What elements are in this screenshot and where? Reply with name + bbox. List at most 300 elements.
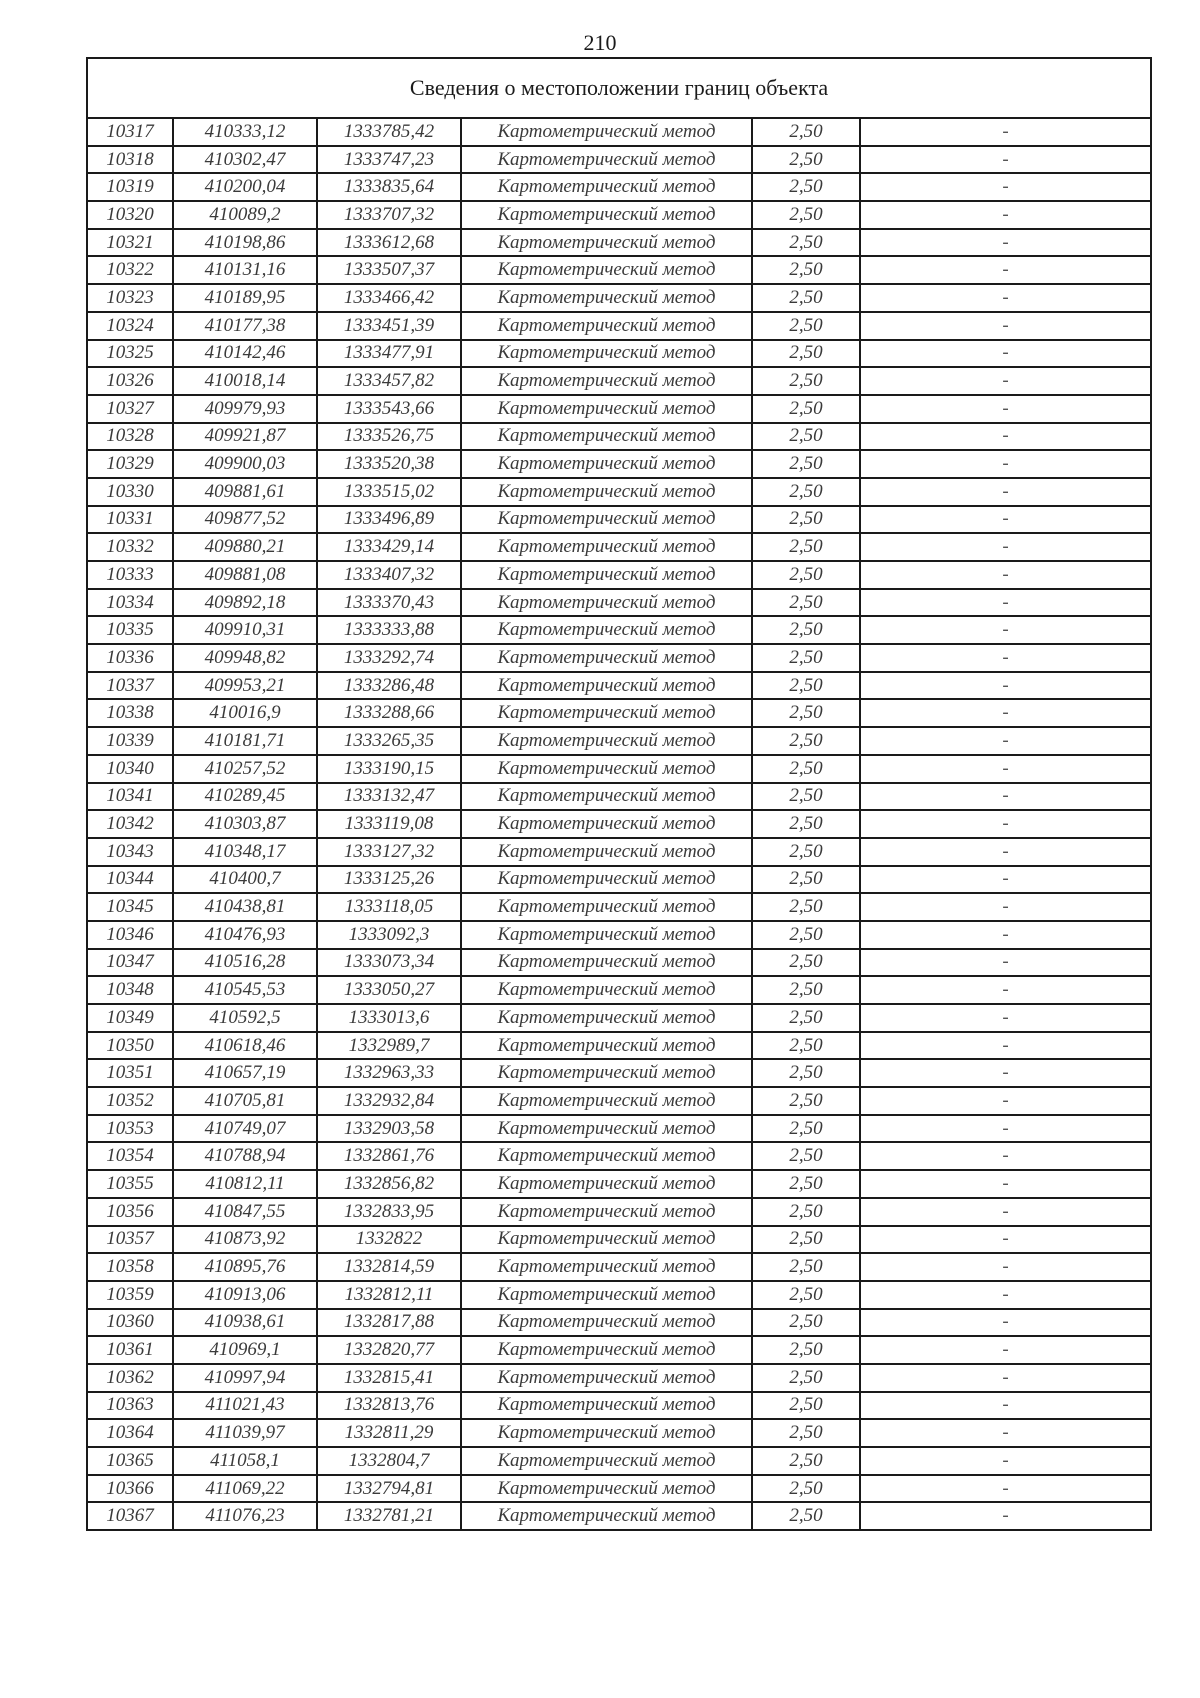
accuracy-cell: 2,50: [752, 949, 860, 977]
accuracy-cell: 2,50: [752, 783, 860, 811]
description-cell: -: [860, 1475, 1151, 1503]
method-cell: Картометрический метод: [461, 395, 752, 423]
y-coordinate-cell: 1333457,82: [317, 367, 461, 395]
x-coordinate-cell: 410189,95: [173, 284, 317, 312]
description-cell: -: [860, 921, 1151, 949]
description-cell: -: [860, 533, 1151, 561]
point-number-cell: 10359: [87, 1281, 173, 1309]
y-coordinate-cell: 1333132,47: [317, 783, 461, 811]
description-cell: -: [860, 478, 1151, 506]
accuracy-cell: 2,50: [752, 1115, 860, 1143]
method-cell: Картометрический метод: [461, 173, 752, 201]
description-cell: -: [860, 229, 1151, 257]
table-row: [87, 1142, 1151, 1170]
point-number-cell: 10351: [87, 1059, 173, 1087]
point-number-cell: 10320: [87, 201, 173, 229]
table-row: [87, 395, 1151, 423]
method-cell: Картометрический метод: [461, 423, 752, 451]
y-coordinate-cell: 1333707,32: [317, 201, 461, 229]
accuracy-cell: 2,50: [752, 838, 860, 866]
x-coordinate-cell: 409948,82: [173, 644, 317, 672]
description-cell: -: [860, 1309, 1151, 1337]
accuracy-cell: 2,50: [752, 1142, 860, 1170]
x-coordinate-cell: 410847,55: [173, 1198, 317, 1226]
y-coordinate-cell: 1332811,29: [317, 1419, 461, 1447]
description-cell: -: [860, 256, 1151, 284]
x-coordinate-cell: 409892,18: [173, 589, 317, 617]
y-coordinate-cell: 1333125,26: [317, 866, 461, 894]
point-number-cell: 10353: [87, 1115, 173, 1143]
x-coordinate-cell: 409979,93: [173, 395, 317, 423]
method-cell: Картометрический метод: [461, 312, 752, 340]
description-cell: -: [860, 1198, 1151, 1226]
method-cell: Картометрический метод: [461, 755, 752, 783]
point-number-cell: 10362: [87, 1364, 173, 1392]
x-coordinate-cell: 410348,17: [173, 838, 317, 866]
x-coordinate-cell: 410333,12: [173, 118, 317, 146]
method-cell: Картометрический метод: [461, 1087, 752, 1115]
method-cell: Картометрический метод: [461, 589, 752, 617]
accuracy-cell: 2,50: [752, 1004, 860, 1032]
x-coordinate-cell: 410749,07: [173, 1115, 317, 1143]
description-cell: -: [860, 146, 1151, 174]
table-row: [87, 1170, 1151, 1198]
x-coordinate-cell: 410289,45: [173, 783, 317, 811]
accuracy-cell: 2,50: [752, 810, 860, 838]
table-row: [87, 1392, 1151, 1420]
accuracy-cell: 2,50: [752, 450, 860, 478]
description-cell: -: [860, 340, 1151, 368]
table-row: [87, 1032, 1151, 1060]
x-coordinate-cell: 410969,1: [173, 1336, 317, 1364]
description-cell: -: [860, 866, 1151, 894]
method-cell: Картометрический метод: [461, 284, 752, 312]
point-number-cell: 10342: [87, 810, 173, 838]
x-coordinate-cell: 410016,9: [173, 699, 317, 727]
accuracy-cell: 2,50: [752, 1198, 860, 1226]
point-number-cell: 10364: [87, 1419, 173, 1447]
table-row: [87, 478, 1151, 506]
accuracy-cell: 2,50: [752, 589, 860, 617]
accuracy-cell: 2,50: [752, 616, 860, 644]
point-number-cell: 10361: [87, 1336, 173, 1364]
y-coordinate-cell: 1333515,02: [317, 478, 461, 506]
point-number-cell: 10366: [87, 1475, 173, 1503]
x-coordinate-cell: 410089,2: [173, 201, 317, 229]
accuracy-cell: 2,50: [752, 201, 860, 229]
x-coordinate-cell: 410618,46: [173, 1032, 317, 1060]
accuracy-cell: 2,50: [752, 727, 860, 755]
description-cell: -: [860, 395, 1151, 423]
point-number-cell: 10339: [87, 727, 173, 755]
x-coordinate-cell: 410177,38: [173, 312, 317, 340]
x-coordinate-cell: 411076,23: [173, 1502, 317, 1530]
y-coordinate-cell: 1332963,33: [317, 1059, 461, 1087]
point-number-cell: 10321: [87, 229, 173, 257]
x-coordinate-cell: 409910,31: [173, 616, 317, 644]
table-row: [87, 1253, 1151, 1281]
description-cell: -: [860, 727, 1151, 755]
accuracy-cell: 2,50: [752, 1336, 860, 1364]
description-cell: -: [860, 1032, 1151, 1060]
x-coordinate-cell: 410200,04: [173, 173, 317, 201]
method-cell: Картометрический метод: [461, 1170, 752, 1198]
accuracy-cell: 2,50: [752, 1447, 860, 1475]
table-row: [87, 1059, 1151, 1087]
description-cell: -: [860, 173, 1151, 201]
table-row: [87, 1336, 1151, 1364]
description-cell: -: [860, 1142, 1151, 1170]
table-title: Сведения о местоположении границ объекта: [87, 58, 1151, 118]
table-row: [87, 1419, 1151, 1447]
description-cell: -: [860, 1336, 1151, 1364]
accuracy-cell: 2,50: [752, 1281, 860, 1309]
table-row: [87, 284, 1151, 312]
accuracy-cell: 2,50: [752, 118, 860, 146]
accuracy-cell: 2,50: [752, 1170, 860, 1198]
point-number-cell: 10331: [87, 506, 173, 534]
description-cell: -: [860, 644, 1151, 672]
y-coordinate-cell: 1332932,84: [317, 1087, 461, 1115]
description-cell: -: [860, 838, 1151, 866]
x-coordinate-cell: 409881,08: [173, 561, 317, 589]
y-coordinate-cell: 1332813,76: [317, 1392, 461, 1420]
table-row: [87, 1281, 1151, 1309]
description-cell: -: [860, 1253, 1151, 1281]
y-coordinate-cell: 1333543,66: [317, 395, 461, 423]
x-coordinate-cell: 410545,53: [173, 976, 317, 1004]
point-number-cell: 10365: [87, 1447, 173, 1475]
x-coordinate-cell: 410516,28: [173, 949, 317, 977]
method-cell: Картометрический метод: [461, 783, 752, 811]
description-cell: -: [860, 201, 1151, 229]
description-cell: -: [860, 1447, 1151, 1475]
x-coordinate-cell: 411069,22: [173, 1475, 317, 1503]
point-number-cell: 10322: [87, 256, 173, 284]
table-row: [87, 340, 1151, 368]
point-number-cell: 10330: [87, 478, 173, 506]
accuracy-cell: 2,50: [752, 672, 860, 700]
method-cell: Картометрический метод: [461, 1226, 752, 1254]
accuracy-cell: 2,50: [752, 755, 860, 783]
y-coordinate-cell: 1332804,7: [317, 1447, 461, 1475]
x-coordinate-cell: 410257,52: [173, 755, 317, 783]
description-cell: -: [860, 506, 1151, 534]
method-cell: Картометрический метод: [461, 367, 752, 395]
point-number-cell: 10354: [87, 1142, 173, 1170]
table-row: [87, 423, 1151, 451]
method-cell: Картометрический метод: [461, 478, 752, 506]
y-coordinate-cell: 1333785,42: [317, 118, 461, 146]
table-row: [87, 699, 1151, 727]
table-row: [87, 1198, 1151, 1226]
accuracy-cell: 2,50: [752, 1032, 860, 1060]
point-number-cell: 10327: [87, 395, 173, 423]
accuracy-cell: 2,50: [752, 1502, 860, 1530]
point-number-cell: 10345: [87, 893, 173, 921]
method-cell: Картометрический метод: [461, 1032, 752, 1060]
table-row: [87, 118, 1151, 146]
x-coordinate-cell: 409921,87: [173, 423, 317, 451]
x-coordinate-cell: 410303,87: [173, 810, 317, 838]
point-number-cell: 10344: [87, 866, 173, 894]
method-cell: Картометрический метод: [461, 1281, 752, 1309]
accuracy-cell: 2,50: [752, 1392, 860, 1420]
y-coordinate-cell: 1333520,38: [317, 450, 461, 478]
y-coordinate-cell: 1333466,42: [317, 284, 461, 312]
y-coordinate-cell: 1333496,89: [317, 506, 461, 534]
x-coordinate-cell: 411039,97: [173, 1419, 317, 1447]
accuracy-cell: 2,50: [752, 699, 860, 727]
y-coordinate-cell: 1333286,48: [317, 672, 461, 700]
description-cell: -: [860, 1226, 1151, 1254]
y-coordinate-cell: 1333265,35: [317, 727, 461, 755]
x-coordinate-cell: 410181,71: [173, 727, 317, 755]
y-coordinate-cell: 1333118,05: [317, 893, 461, 921]
y-coordinate-cell: 1333451,39: [317, 312, 461, 340]
accuracy-cell: 2,50: [752, 1419, 860, 1447]
y-coordinate-cell: 1333370,43: [317, 589, 461, 617]
description-cell: -: [860, 1115, 1151, 1143]
y-coordinate-cell: 1333507,37: [317, 256, 461, 284]
method-cell: Картометрический метод: [461, 838, 752, 866]
x-coordinate-cell: 410302,47: [173, 146, 317, 174]
accuracy-cell: 2,50: [752, 229, 860, 257]
table-row: [87, 229, 1151, 257]
point-number-cell: 10317: [87, 118, 173, 146]
point-number-cell: 10350: [87, 1032, 173, 1060]
method-cell: Картометрический метод: [461, 118, 752, 146]
method-cell: Картометрический метод: [461, 866, 752, 894]
method-cell: Картометрический метод: [461, 672, 752, 700]
description-cell: -: [860, 810, 1151, 838]
description-cell: -: [860, 1059, 1151, 1087]
table-row: [87, 976, 1151, 1004]
table-row: [87, 949, 1151, 977]
method-cell: Картометрический метод: [461, 533, 752, 561]
method-cell: Картометрический метод: [461, 616, 752, 644]
description-cell: -: [860, 284, 1151, 312]
point-number-cell: 10343: [87, 838, 173, 866]
point-number-cell: 10356: [87, 1198, 173, 1226]
method-cell: Картометрический метод: [461, 1336, 752, 1364]
y-coordinate-cell: 1333119,08: [317, 810, 461, 838]
description-cell: -: [860, 1087, 1151, 1115]
x-coordinate-cell: 410400,7: [173, 866, 317, 894]
point-number-cell: 10355: [87, 1170, 173, 1198]
method-cell: Картометрический метод: [461, 1419, 752, 1447]
point-number-cell: 10329: [87, 450, 173, 478]
y-coordinate-cell: 1333477,91: [317, 340, 461, 368]
method-cell: Картометрический метод: [461, 976, 752, 1004]
point-number-cell: 10340: [87, 755, 173, 783]
y-coordinate-cell: 1333092,3: [317, 921, 461, 949]
point-number-cell: 10328: [87, 423, 173, 451]
table-row: [87, 1004, 1151, 1032]
table-row: [87, 201, 1151, 229]
x-coordinate-cell: 410592,5: [173, 1004, 317, 1032]
x-coordinate-cell: 409877,52: [173, 506, 317, 534]
point-number-cell: 10367: [87, 1502, 173, 1530]
y-coordinate-cell: 1332815,41: [317, 1364, 461, 1392]
y-coordinate-cell: 1333288,66: [317, 699, 461, 727]
y-coordinate-cell: 1333190,15: [317, 755, 461, 783]
y-coordinate-cell: 1332856,82: [317, 1170, 461, 1198]
method-cell: Картометрический метод: [461, 699, 752, 727]
method-cell: Картометрический метод: [461, 229, 752, 257]
description-cell: -: [860, 1170, 1151, 1198]
x-coordinate-cell: 410705,81: [173, 1087, 317, 1115]
point-number-cell: 10324: [87, 312, 173, 340]
method-cell: Картометрический метод: [461, 1115, 752, 1143]
description-cell: -: [860, 589, 1151, 617]
description-cell: -: [860, 755, 1151, 783]
point-number-cell: 10338: [87, 699, 173, 727]
x-coordinate-cell: 409881,61: [173, 478, 317, 506]
description-cell: -: [860, 423, 1151, 451]
point-number-cell: 10332: [87, 533, 173, 561]
table-row: [87, 173, 1151, 201]
table-row: [87, 755, 1151, 783]
accuracy-cell: 2,50: [752, 921, 860, 949]
x-coordinate-cell: 410938,61: [173, 1309, 317, 1337]
method-cell: Картометрический метод: [461, 340, 752, 368]
x-coordinate-cell: 410018,14: [173, 367, 317, 395]
accuracy-cell: 2,50: [752, 1475, 860, 1503]
method-cell: Картометрический метод: [461, 1198, 752, 1226]
y-coordinate-cell: 1332817,88: [317, 1309, 461, 1337]
description-cell: -: [860, 699, 1151, 727]
method-cell: Картометрический метод: [461, 1253, 752, 1281]
description-cell: -: [860, 893, 1151, 921]
x-coordinate-cell: 409900,03: [173, 450, 317, 478]
table-row: [87, 1364, 1151, 1392]
accuracy-cell: 2,50: [752, 1253, 860, 1281]
point-number-cell: 10347: [87, 949, 173, 977]
y-coordinate-cell: 1333612,68: [317, 229, 461, 257]
point-number-cell: 10335: [87, 616, 173, 644]
y-coordinate-cell: 1333526,75: [317, 423, 461, 451]
accuracy-cell: 2,50: [752, 644, 860, 672]
accuracy-cell: 2,50: [752, 506, 860, 534]
table-row: [87, 1115, 1151, 1143]
x-coordinate-cell: 410873,92: [173, 1226, 317, 1254]
table-row: [87, 450, 1151, 478]
y-coordinate-cell: 1332794,81: [317, 1475, 461, 1503]
table-title-row: [87, 58, 1151, 118]
description-cell: -: [860, 1419, 1151, 1447]
accuracy-cell: 2,50: [752, 893, 860, 921]
method-cell: Картометрический метод: [461, 561, 752, 589]
accuracy-cell: 2,50: [752, 256, 860, 284]
accuracy-cell: 2,50: [752, 146, 860, 174]
table-row: [87, 866, 1151, 894]
x-coordinate-cell: 410997,94: [173, 1364, 317, 1392]
description-cell: -: [860, 783, 1151, 811]
table-row: [87, 644, 1151, 672]
table-row: [87, 783, 1151, 811]
y-coordinate-cell: 1333407,32: [317, 561, 461, 589]
table-row: [87, 256, 1151, 284]
description-cell: -: [860, 976, 1151, 1004]
accuracy-cell: 2,50: [752, 1226, 860, 1254]
table-row: [87, 616, 1151, 644]
y-coordinate-cell: 1333747,23: [317, 146, 461, 174]
accuracy-cell: 2,50: [752, 395, 860, 423]
point-number-cell: 10358: [87, 1253, 173, 1281]
y-coordinate-cell: 1332903,58: [317, 1115, 461, 1143]
table-row: [87, 838, 1151, 866]
accuracy-cell: 2,50: [752, 533, 860, 561]
description-cell: -: [860, 1281, 1151, 1309]
point-number-cell: 10352: [87, 1087, 173, 1115]
method-cell: Картометрический метод: [461, 810, 752, 838]
method-cell: Картометрический метод: [461, 450, 752, 478]
point-number-cell: 10349: [87, 1004, 173, 1032]
point-number-cell: 10319: [87, 173, 173, 201]
point-number-cell: 10336: [87, 644, 173, 672]
method-cell: Картометрический метод: [461, 1142, 752, 1170]
x-coordinate-cell: 409880,21: [173, 533, 317, 561]
method-cell: Картометрический метод: [461, 893, 752, 921]
accuracy-cell: 2,50: [752, 367, 860, 395]
accuracy-cell: 2,50: [752, 478, 860, 506]
method-cell: Картометрический метод: [461, 949, 752, 977]
method-cell: Картометрический метод: [461, 506, 752, 534]
table-row: [87, 672, 1151, 700]
table-row: [87, 893, 1151, 921]
description-cell: -: [860, 1392, 1151, 1420]
table-row: [87, 921, 1151, 949]
boundary-coordinates-table: [86, 57, 1152, 1531]
accuracy-cell: 2,50: [752, 284, 860, 312]
point-number-cell: 10348: [87, 976, 173, 1004]
method-cell: Картометрический метод: [461, 1447, 752, 1475]
method-cell: Картометрический метод: [461, 1364, 752, 1392]
x-coordinate-cell: 410812,11: [173, 1170, 317, 1198]
description-cell: -: [860, 1364, 1151, 1392]
x-coordinate-cell: 410142,46: [173, 340, 317, 368]
table-row: [87, 727, 1151, 755]
point-number-cell: 10334: [87, 589, 173, 617]
description-cell: -: [860, 118, 1151, 146]
method-cell: Картометрический метод: [461, 727, 752, 755]
table-row: [87, 367, 1151, 395]
method-cell: Картометрический метод: [461, 1309, 752, 1337]
method-cell: Картометрический метод: [461, 1004, 752, 1032]
table-row: [87, 589, 1151, 617]
method-cell: Картометрический метод: [461, 921, 752, 949]
x-coordinate-cell: 409953,21: [173, 672, 317, 700]
y-coordinate-cell: 1332820,77: [317, 1336, 461, 1364]
y-coordinate-cell: 1333013,6: [317, 1004, 461, 1032]
table-row: [87, 810, 1151, 838]
x-coordinate-cell: 410438,81: [173, 893, 317, 921]
point-number-cell: 10323: [87, 284, 173, 312]
y-coordinate-cell: 1333429,14: [317, 533, 461, 561]
table-row: [87, 1502, 1151, 1530]
x-coordinate-cell: 410895,76: [173, 1253, 317, 1281]
table-row: [87, 312, 1151, 340]
accuracy-cell: 2,50: [752, 866, 860, 894]
point-number-cell: 10325: [87, 340, 173, 368]
description-cell: -: [860, 672, 1151, 700]
y-coordinate-cell: 1333333,88: [317, 616, 461, 644]
accuracy-cell: 2,50: [752, 1309, 860, 1337]
x-coordinate-cell: 410913,06: [173, 1281, 317, 1309]
x-coordinate-cell: 411021,43: [173, 1392, 317, 1420]
description-cell: -: [860, 367, 1151, 395]
